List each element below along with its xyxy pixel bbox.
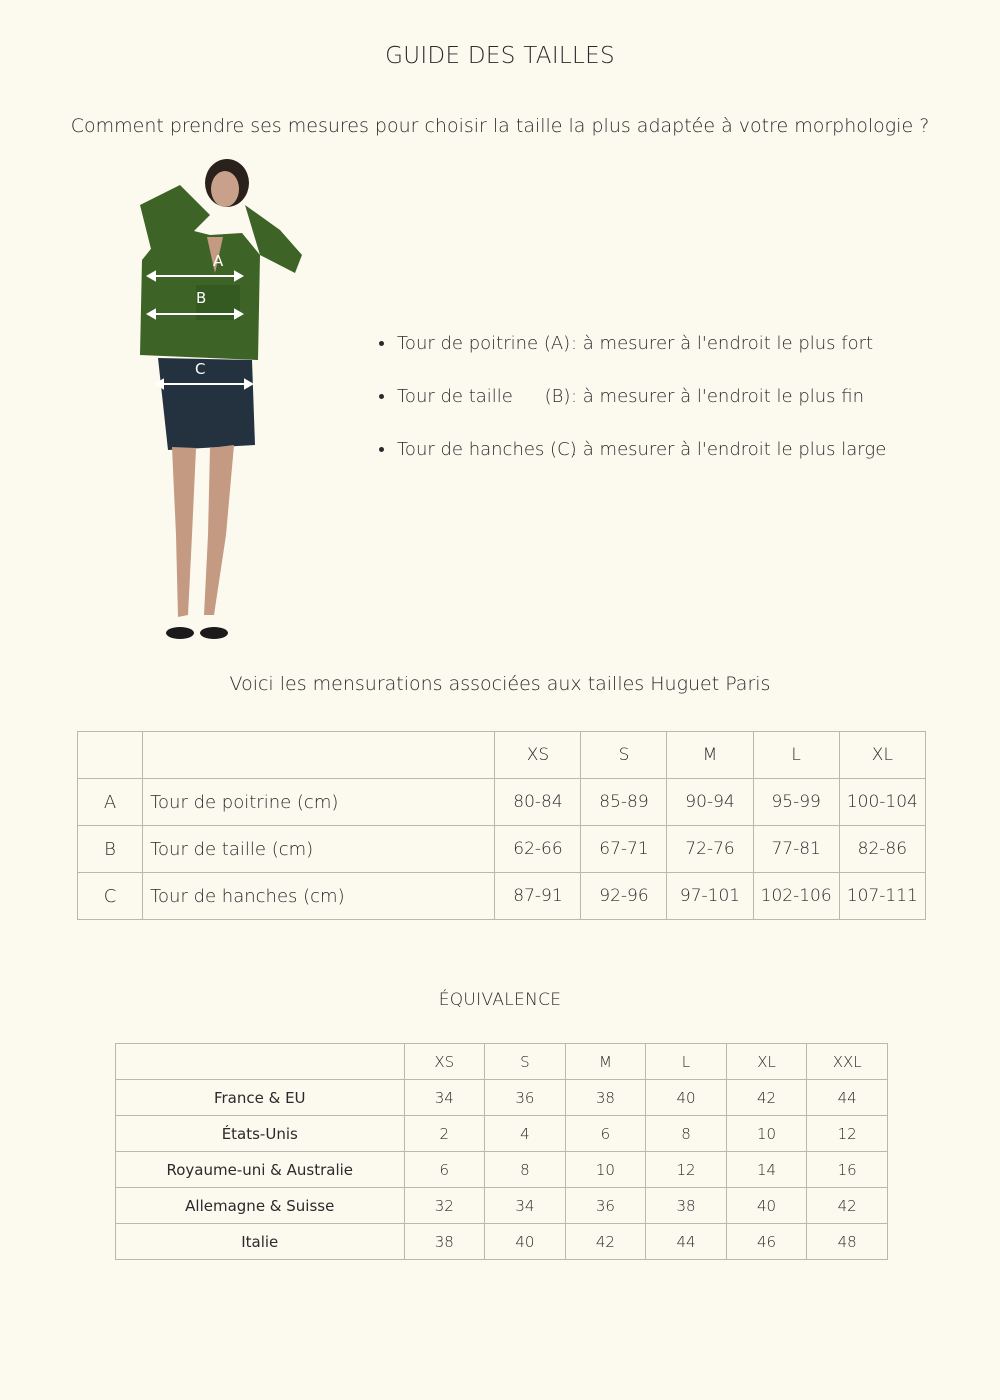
table-header-empty bbox=[143, 732, 495, 779]
size-table-intro: Voici les mensurations associées aux tailles Huguet Paris bbox=[229, 673, 771, 695]
size-header: L bbox=[753, 732, 839, 779]
size-header: M bbox=[565, 1044, 646, 1080]
row-label: Tour de poitrine (cm) bbox=[143, 779, 495, 826]
country-label: Allemagne & Suisse bbox=[116, 1188, 405, 1224]
page-subtitle: Comment prendre ses mesures pour choisir la taille la plus adaptée à votre morphologie ? bbox=[70, 115, 930, 137]
measure-label: Tour de poitrine bbox=[397, 332, 539, 354]
measure-label: Tour de hanches bbox=[397, 438, 545, 460]
measure-desc: : à mesurer à l'endroit le plus fort bbox=[571, 332, 874, 354]
model-figure bbox=[110, 155, 320, 650]
country-label: États-Unis bbox=[116, 1116, 405, 1152]
row-letter: A bbox=[78, 779, 143, 826]
table-header-row bbox=[78, 732, 926, 779]
equivalence-table bbox=[115, 1043, 888, 1260]
country-label: France & EU bbox=[116, 1080, 405, 1116]
row-label: Tour de hanches (cm) bbox=[143, 873, 495, 920]
measure-item-chest bbox=[378, 330, 938, 356]
size-header: M bbox=[667, 732, 753, 779]
measure-code: (B) bbox=[544, 385, 571, 407]
table-cell: 36 bbox=[565, 1188, 646, 1224]
table-row bbox=[116, 1188, 888, 1224]
country-label: Royaume-uni & Australie bbox=[116, 1152, 405, 1188]
table-cell: 8 bbox=[485, 1152, 566, 1188]
size-header: L bbox=[646, 1044, 727, 1080]
figure-label-a: A bbox=[213, 252, 224, 270]
table-cell: 2 bbox=[404, 1116, 485, 1152]
table-cell: 38 bbox=[404, 1224, 485, 1260]
table-row bbox=[116, 1116, 888, 1152]
table-cell: 42 bbox=[807, 1188, 888, 1224]
table-cell: 102-106 bbox=[753, 873, 839, 920]
table-cell: 14 bbox=[726, 1152, 807, 1188]
page-title: GUIDE DES TAILLES bbox=[385, 43, 615, 69]
table-row bbox=[78, 873, 926, 920]
table-cell: 82-86 bbox=[839, 826, 925, 873]
figure-label-c: C bbox=[195, 360, 206, 378]
table-cell: 80-84 bbox=[495, 779, 581, 826]
table-cell: 34 bbox=[404, 1080, 485, 1116]
table-cell: 44 bbox=[807, 1080, 888, 1116]
table-cell: 42 bbox=[565, 1224, 646, 1260]
table-row bbox=[116, 1080, 888, 1116]
table-cell: 38 bbox=[646, 1188, 727, 1224]
table-cell: 8 bbox=[646, 1116, 727, 1152]
measure-code: (A) bbox=[543, 332, 571, 354]
measure-desc: : à mesurer à l'endroit le plus large bbox=[571, 438, 887, 460]
table-cell: 95-99 bbox=[753, 779, 839, 826]
table-cell: 10 bbox=[726, 1116, 807, 1152]
size-header: XL bbox=[726, 1044, 807, 1080]
model-illustration bbox=[110, 155, 320, 650]
table-cell: 85-89 bbox=[581, 779, 667, 826]
table-cell: 6 bbox=[404, 1152, 485, 1188]
size-header: S bbox=[581, 732, 667, 779]
row-letter: B bbox=[78, 826, 143, 873]
table-cell: 40 bbox=[726, 1188, 807, 1224]
size-header: XL bbox=[839, 732, 925, 779]
table-cell: 34 bbox=[485, 1188, 566, 1224]
table-header-empty bbox=[116, 1044, 405, 1080]
table-cell: 38 bbox=[565, 1080, 646, 1116]
table-row bbox=[116, 1224, 888, 1260]
table-cell: 92-96 bbox=[581, 873, 667, 920]
table-cell: 16 bbox=[807, 1152, 888, 1188]
table-cell: 72-76 bbox=[667, 826, 753, 873]
row-letter: C bbox=[78, 873, 143, 920]
measurement-list bbox=[378, 330, 938, 489]
table-cell: 40 bbox=[646, 1080, 727, 1116]
table-cell: 87-91 bbox=[495, 873, 581, 920]
table-cell: 40 bbox=[485, 1224, 566, 1260]
table-cell: 12 bbox=[807, 1116, 888, 1152]
table-cell: 46 bbox=[726, 1224, 807, 1260]
table-cell: 42 bbox=[726, 1080, 807, 1116]
size-header: XXL bbox=[807, 1044, 888, 1080]
table-row bbox=[78, 826, 926, 873]
figure-label-b: B bbox=[196, 289, 207, 307]
table-cell: 12 bbox=[646, 1152, 727, 1188]
table-cell: 90-94 bbox=[667, 779, 753, 826]
size-header: XS bbox=[404, 1044, 485, 1080]
table-cell: 36 bbox=[485, 1080, 566, 1116]
table-row bbox=[78, 779, 926, 826]
equivalence-title: ÉQUIVALENCE bbox=[438, 990, 562, 1010]
table-cell: 107-111 bbox=[839, 873, 925, 920]
table-header-empty bbox=[78, 732, 143, 779]
table-cell: 10 bbox=[565, 1152, 646, 1188]
measure-item-hips bbox=[378, 436, 938, 462]
table-row bbox=[116, 1152, 888, 1188]
measure-desc: : à mesurer à l'endroit le plus fin bbox=[571, 385, 865, 407]
table-cell: 44 bbox=[646, 1224, 727, 1260]
table-header-row bbox=[116, 1044, 888, 1080]
table-cell: 62-66 bbox=[495, 826, 581, 873]
table-cell: 4 bbox=[485, 1116, 566, 1152]
size-header: XS bbox=[495, 732, 581, 779]
measure-code: (C) bbox=[550, 438, 577, 460]
table-cell: 67-71 bbox=[581, 826, 667, 873]
table-cell: 32 bbox=[404, 1188, 485, 1224]
table-cell: 100-104 bbox=[839, 779, 925, 826]
row-label: Tour de taille (cm) bbox=[143, 826, 495, 873]
table-cell: 6 bbox=[565, 1116, 646, 1152]
table-cell: 77-81 bbox=[753, 826, 839, 873]
table-cell: 97-101 bbox=[667, 873, 753, 920]
measure-item-waist bbox=[378, 383, 938, 409]
table-cell: 48 bbox=[807, 1224, 888, 1260]
country-label: Italie bbox=[116, 1224, 405, 1260]
measure-label: Tour de taille bbox=[397, 385, 513, 407]
size-measurements-table bbox=[77, 731, 926, 920]
size-header: S bbox=[485, 1044, 566, 1080]
